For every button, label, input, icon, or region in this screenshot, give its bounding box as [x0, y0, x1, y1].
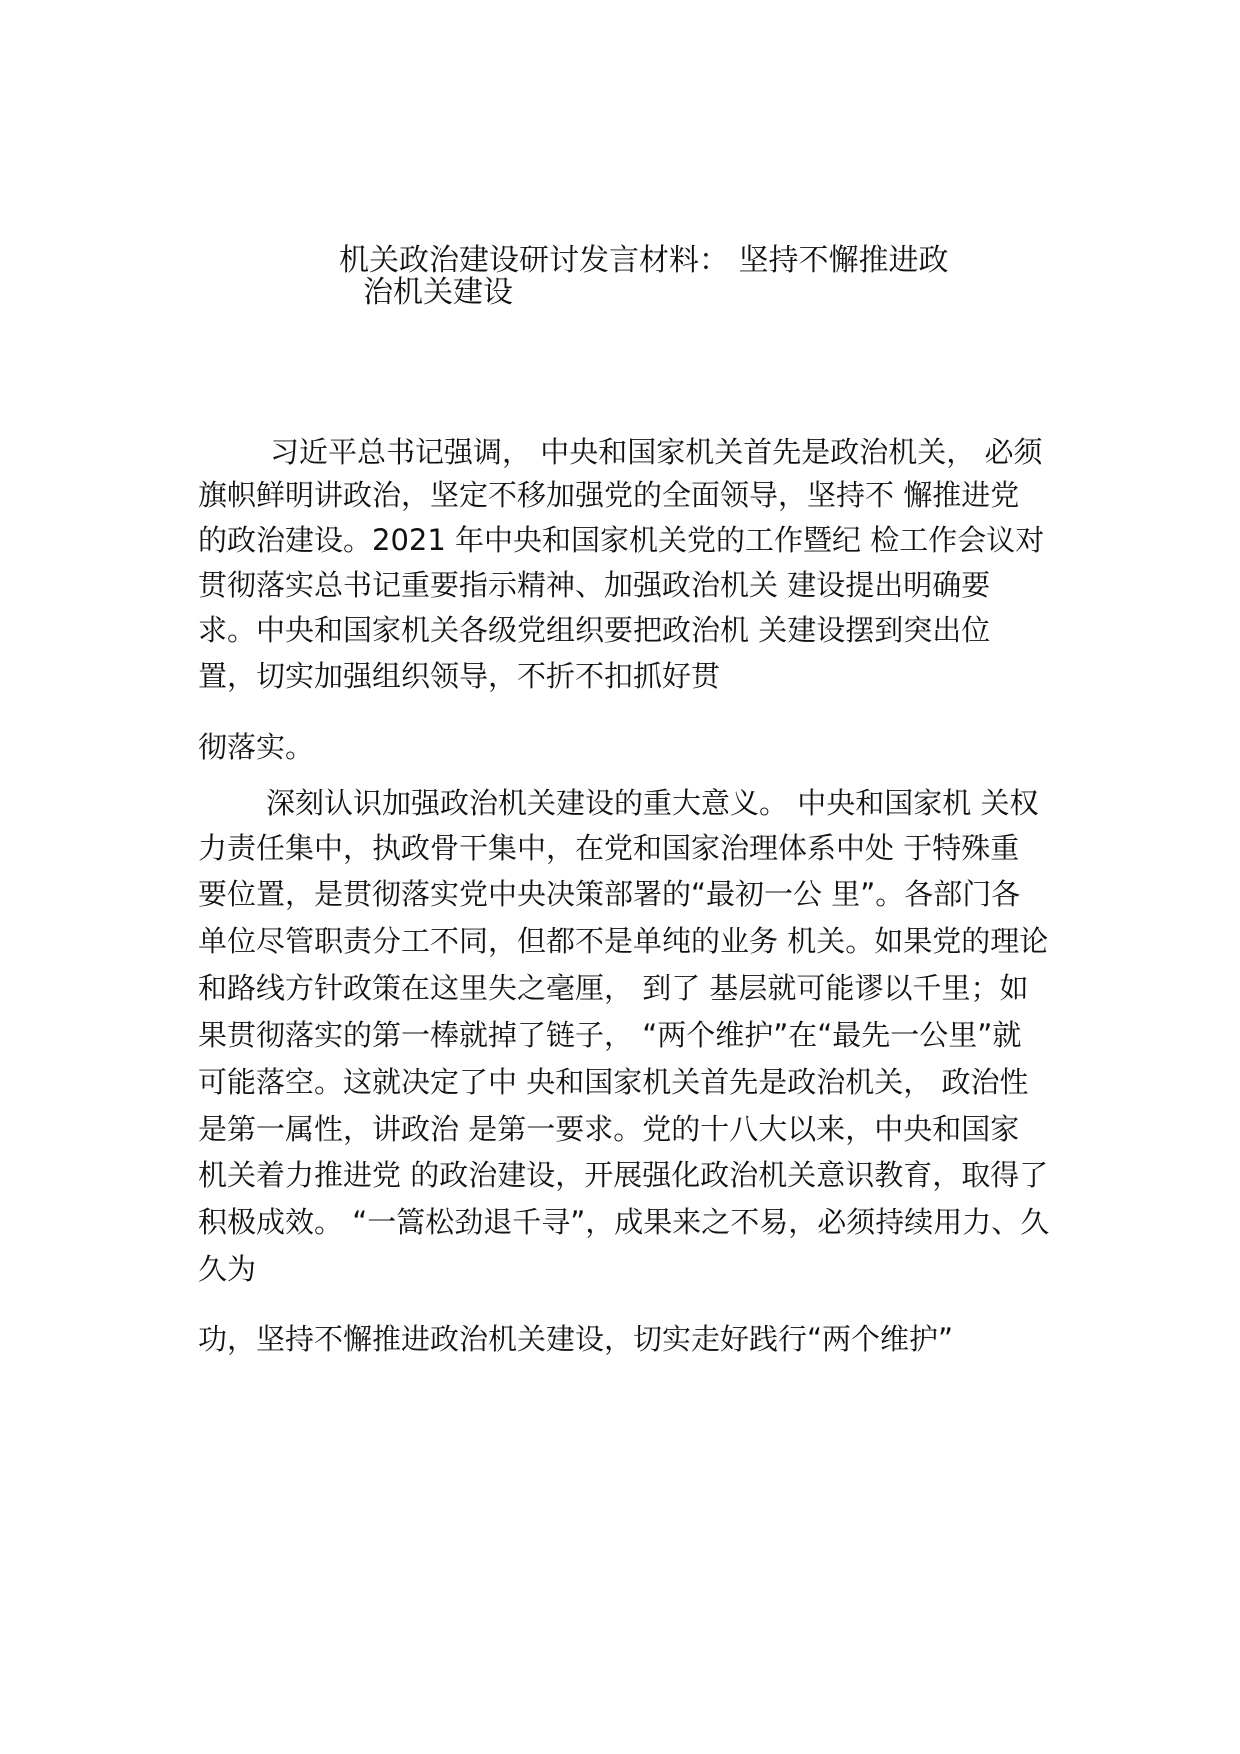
paragraph-2-line-2: 力责任集中，执政骨干集中，在党和国家治理体系中处 于特殊重 — [198, 831, 1020, 865]
paragraph-2-line-3: 要位置，是贯彻落实党中央决策部署的“最初一公 里”。各部门各 — [198, 877, 1021, 911]
paragraph-2-line-8: 是第一属性，讲政治 是第一要求。党的十八大以来，中央和国家 — [198, 1112, 1020, 1146]
paragraph-2-line-10: 积极成效。 “一篙松劲退千寻”，成果来之不易，必须持续用力、久 — [198, 1205, 1050, 1239]
paragraph-1-line-6: 置，切实加强组织领导，不折不扣抓好贯 — [198, 659, 721, 693]
paragraph-1-line-5: 求。中央和国家机关各级党组织要把政治机 关建设摆到突出位 — [198, 613, 991, 647]
document-title-line-2: 治机关建设 — [363, 275, 513, 310]
document-title-line-1: 机关政治建设研讨发言材料： 坚持不懈推进政 — [339, 243, 949, 278]
paragraph-2-line-9: 机关着力推进党 的政治建设，开展强化政治机关意识教育，取得了 — [198, 1158, 1049, 1192]
paragraph-2-line-12: 功，坚持不懈推进政治机关建设，切实走好践行“两个维护” — [198, 1322, 954, 1356]
paragraph-1-line-2: 旗帜鲜明讲政治，坚定不移加强党的全面领导，坚持不 懈推进党 — [198, 478, 1020, 512]
paragraph-1-line-1: 习近平总书记强调， 中央和国家机关首先是政治机关， 必须 — [270, 435, 1043, 469]
paragraph-1-line-7: 彻落实。 — [198, 730, 315, 764]
paragraph-2-line-1: 深刻认识加强政治机关建设的重大意义。 中央和国家机 关权 — [266, 786, 1039, 820]
paragraph-2-line-7: 可能落空。这就决定了中 央和国家机关首先是政治机关， 政治性 — [198, 1065, 1029, 1099]
paragraph-2-line-5: 和路线方针政策在这里失之毫厘， 到了 基层就可能谬以千里；如 — [198, 971, 1029, 1005]
paragraph-2-line-6: 果贯彻落实的第一棒就掉了链子， “两个维护”在“最先一公里”就 — [198, 1018, 1022, 1052]
paragraph-2-line-11: 久为 — [198, 1252, 257, 1286]
paragraph-1-line-4: 贯彻落实总书记重要指示精神、加强政治机关 建设提出明确要 — [198, 568, 991, 602]
paragraph-2-line-4: 单位尽管职责分工不同，但都不是单纯的业务 机关。如果党的理论 — [198, 924, 1049, 958]
paragraph-1-line-3: 的政治建设。2021 年中央和国家机关党的工作暨纪 检工作会议对 — [198, 523, 1045, 557]
